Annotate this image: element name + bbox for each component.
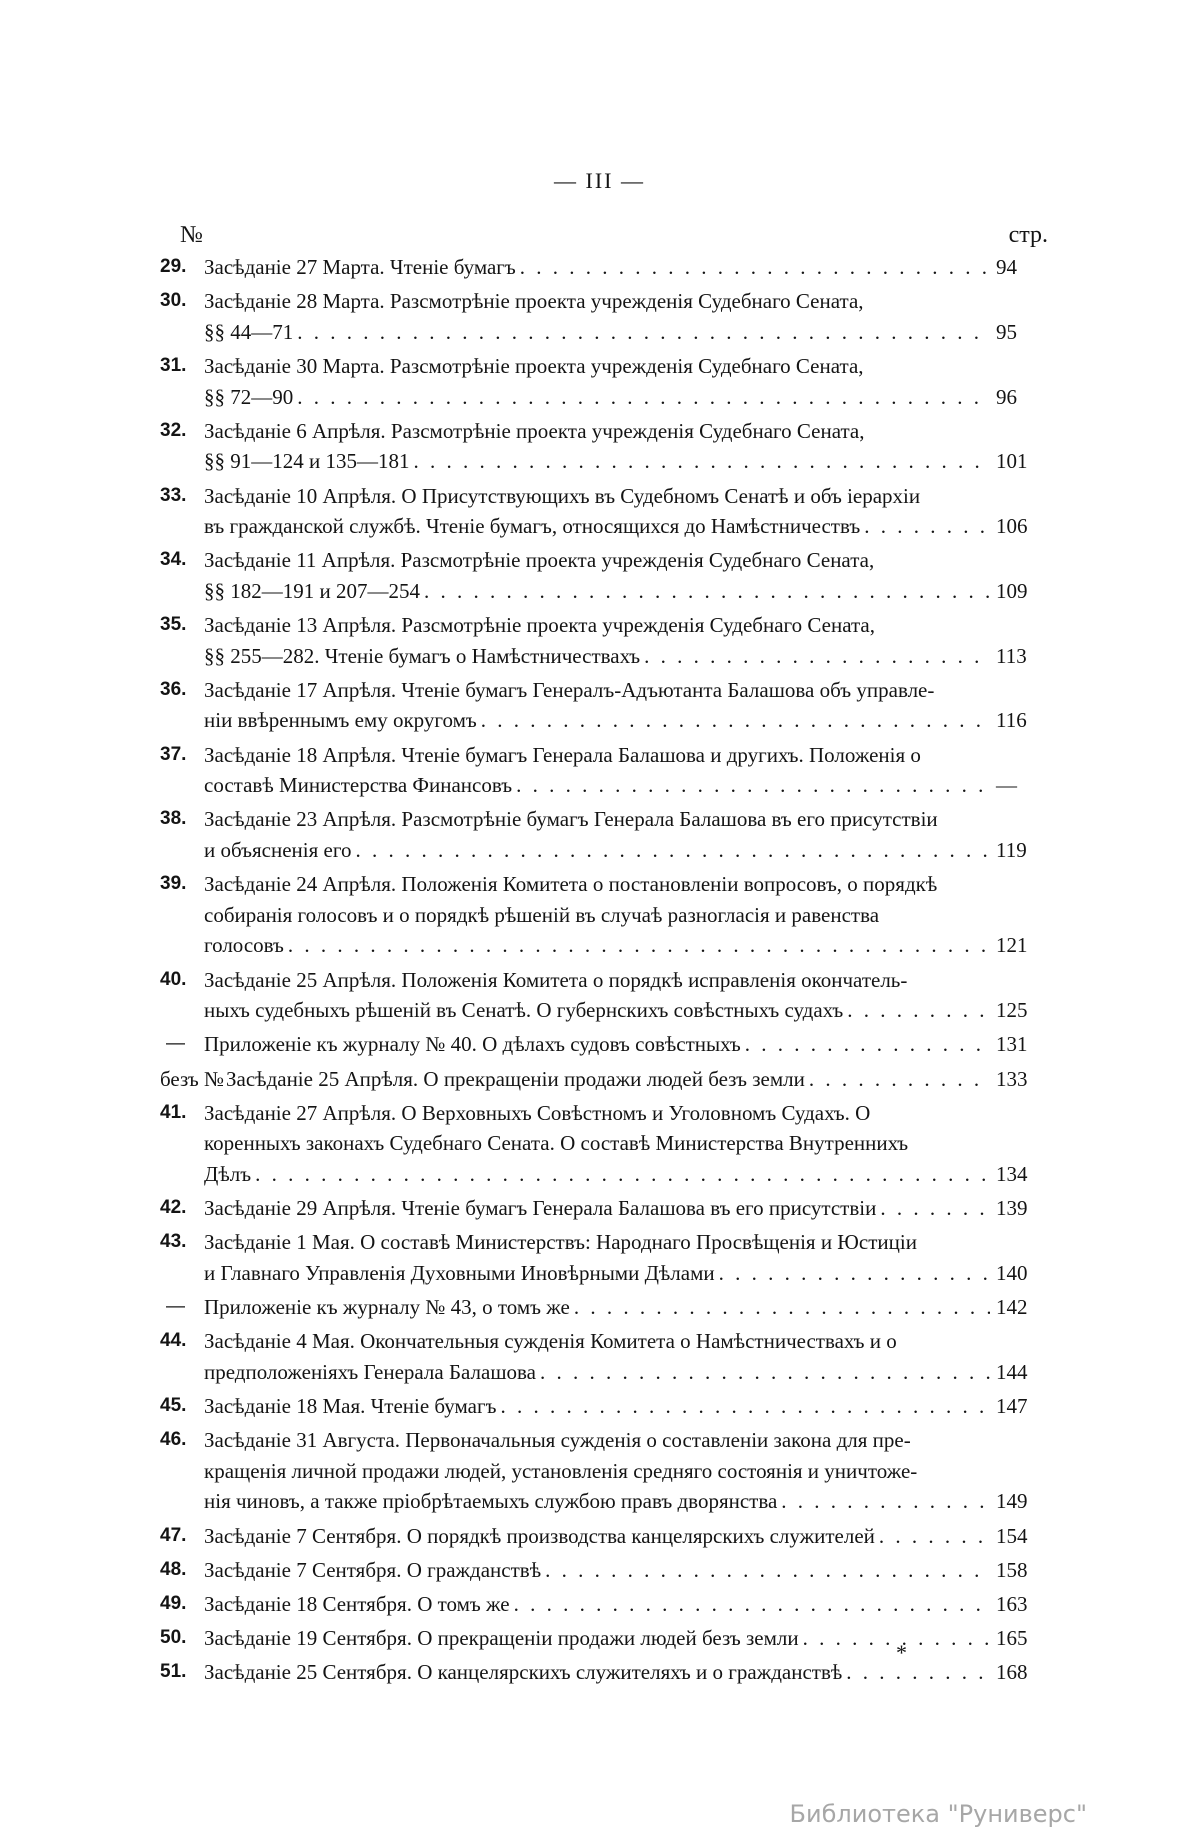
entry-number: 42. bbox=[160, 1197, 187, 1219]
entry-last-line bbox=[204, 835, 990, 866]
entry-text-line: Засѣданіе 29 Апрѣля. Чтеніе бумагъ Генерала Балашова въ его присутствіи bbox=[204, 1196, 877, 1221]
dot-leader bbox=[640, 641, 990, 672]
dot-leader bbox=[805, 1064, 990, 1095]
toc-entry bbox=[160, 286, 1048, 347]
entry-number: 36. bbox=[160, 678, 187, 700]
entry-text-line: Засѣданіе 31 Августа. Первоначальныя сужденія о составленіи закона для пре- bbox=[204, 1428, 911, 1453]
entry-last-line bbox=[204, 641, 990, 672]
dot-leader bbox=[410, 446, 991, 477]
entry-number: 47. bbox=[160, 1524, 187, 1546]
entry-text-line: Засѣданіе 24 Апрѣля. Положенія Комитета о постановленіи вопросовъ, о порядкѣ bbox=[204, 872, 938, 897]
entry-number: 33. bbox=[160, 484, 187, 506]
entry-last-line bbox=[226, 1064, 990, 1095]
dot-leader bbox=[842, 1657, 990, 1688]
entry-last-line bbox=[204, 995, 990, 1026]
entry-text-line: голосовъ bbox=[204, 933, 284, 958]
entry-number: 45. bbox=[160, 1395, 187, 1417]
entry-text-line: Засѣданіе 7 Сентября. О гражданствѣ bbox=[204, 1557, 542, 1582]
entry-text-line: Засѣданіе 27 Апрѣля. О Верховныхъ Совѣстномъ и Уголовномъ Судахъ. О bbox=[204, 1100, 871, 1125]
entry-page-number: 168 bbox=[996, 1660, 1028, 1685]
entry-text-line: Засѣданіе 10 Апрѣля. О Присутствующихъ въ Судебномъ Сенатѣ и объ іерархіи bbox=[204, 483, 921, 508]
entry-text-line: Приложеніе къ журналу № 43, о томъ же bbox=[204, 1295, 570, 1320]
entry-last-line bbox=[204, 446, 990, 477]
entry-page-number: 133 bbox=[996, 1066, 1028, 1091]
dot-leader bbox=[516, 252, 990, 283]
entry-last-line bbox=[204, 1193, 990, 1224]
dot-leader bbox=[351, 835, 990, 866]
toc-entry bbox=[160, 1555, 1048, 1586]
entry-last-line bbox=[204, 382, 990, 413]
entry-number: 44. bbox=[160, 1330, 187, 1352]
entry-text-line: предположеніяхъ Генерала Балашова bbox=[204, 1359, 536, 1384]
entry-last-line bbox=[204, 1521, 990, 1552]
entry-text-line: Засѣданіе 18 Апрѣля. Чтеніе бумагъ Генерала Балашова и другихъ. Положенія о bbox=[204, 742, 921, 767]
entry-text-line: §§ 255—282. Чтеніе бумагъ о Намѣстничествахъ bbox=[204, 643, 641, 668]
entry-text-line: Засѣданіе 19 Сентября. О прекращеніи продажи людей безъ земли bbox=[204, 1626, 799, 1651]
dot-leader bbox=[477, 705, 990, 736]
entry-text-line: кращенія личной продажи людей, установленія средняго состоянія и уничтоже- bbox=[204, 1458, 918, 1483]
entry-text-line: §§ 44—71 bbox=[204, 319, 294, 344]
dot-leader bbox=[875, 1521, 990, 1552]
entry-text-line: Засѣданіе 7 Сентября. О порядкѣ производства канцелярскихъ служителей bbox=[204, 1523, 875, 1548]
table-of-contents bbox=[160, 252, 1048, 1692]
dot-leader bbox=[876, 1193, 990, 1224]
dot-leader bbox=[536, 1357, 990, 1388]
entry-page-number: 144 bbox=[996, 1359, 1028, 1384]
entry-text-line: §§ 91—124 и 135—181 bbox=[204, 449, 410, 474]
entry-text-line: въ гражданской службѣ. Чтеніе бумагъ, относящихся до Намѣстничествъ bbox=[204, 514, 861, 539]
toc-entry bbox=[160, 1098, 1048, 1190]
number-column-header: № bbox=[180, 222, 203, 248]
entry-number: 41. bbox=[160, 1101, 187, 1123]
entry-text-line: ныхъ судебныхъ рѣшеній въ Сенатѣ. О губернскихъ совѣстныхъ судахъ bbox=[204, 998, 844, 1023]
entry-page-number: 121 bbox=[996, 933, 1028, 958]
entry-number: 37. bbox=[160, 743, 187, 765]
dot-leader bbox=[715, 1258, 990, 1289]
toc-entry bbox=[160, 1029, 1048, 1060]
entry-page-number: 142 bbox=[996, 1295, 1028, 1320]
entry-page-number: 106 bbox=[996, 514, 1028, 539]
entry-text-line: коренныхъ законахъ Судебнаго Сената. О составѣ Министерства Внутреннихъ bbox=[204, 1131, 909, 1156]
entry-text-line: Засѣданіе 11 Апрѣля. Разсмотрѣніе проекта учрежденія Судебнаго Сената, bbox=[204, 548, 875, 573]
entry-last-line bbox=[204, 1589, 990, 1620]
toc-entry bbox=[160, 252, 1048, 283]
entry-number: 32. bbox=[160, 419, 187, 441]
entry-number: 39. bbox=[160, 873, 187, 895]
dot-leader bbox=[570, 1292, 990, 1323]
entry-text-line: собиранія голосовъ и о порядкѣ рѣшеній въ случаѣ разногласія и равенства bbox=[204, 902, 880, 927]
entry-page-number: 134 bbox=[996, 1161, 1028, 1186]
entry-page-number: 113 bbox=[996, 643, 1027, 668]
entry-text-line: Засѣданіе 27 Марта. Чтеніе бумагъ bbox=[204, 255, 516, 279]
dot-leader bbox=[843, 995, 990, 1026]
dot-leader bbox=[510, 1589, 990, 1620]
toc-entry bbox=[160, 481, 1048, 542]
entry-last-line bbox=[204, 1159, 990, 1190]
entry-last-line bbox=[204, 705, 990, 736]
dot-leader bbox=[541, 1555, 990, 1586]
entry-last-line bbox=[204, 576, 990, 607]
toc-entry bbox=[160, 965, 1048, 1026]
entry-text-line: Засѣданіе 18 Мая. Чтеніе бумагъ bbox=[204, 1394, 497, 1419]
entry-page-number: 95 bbox=[996, 319, 1017, 344]
toc-entry bbox=[160, 740, 1048, 801]
toc-entry bbox=[160, 1623, 1048, 1654]
entry-page-number: 116 bbox=[996, 708, 1027, 733]
library-watermark: Библиотека "Руниверс" bbox=[789, 1800, 1087, 1828]
entry-number: 49. bbox=[160, 1593, 187, 1614]
entry-page-number: — bbox=[996, 773, 1017, 798]
entry-last-line bbox=[204, 1623, 990, 1654]
entry-text-line: составѣ Министерства Финансовъ bbox=[204, 773, 513, 798]
dot-leader bbox=[860, 511, 990, 542]
entry-last-line bbox=[204, 1657, 990, 1688]
toc-entry bbox=[160, 1521, 1048, 1552]
entry-page-number: 131 bbox=[996, 1032, 1028, 1057]
entry-text-line: нія чиновъ, а также пріобрѣтаемыхъ службою правъ дворянства bbox=[204, 1489, 778, 1514]
dot-leader bbox=[512, 770, 990, 801]
toc-entry bbox=[160, 804, 1048, 865]
entry-number: — bbox=[166, 1033, 185, 1055]
entry-text-line: Засѣданіе 6 Апрѣля. Разсмотрѣніе проекта учрежденія Судебнаго Сената, bbox=[204, 418, 865, 443]
entry-last-line bbox=[204, 1029, 990, 1060]
entry-text-line: Засѣданіе 25 Апрѣля. О прекращеніи продажи людей безъ земли bbox=[226, 1066, 805, 1091]
entry-text-line: ніи ввѣреннымъ ему округомъ bbox=[204, 708, 477, 733]
toc-entry bbox=[160, 1657, 1048, 1688]
entry-number: безъ № bbox=[160, 1066, 225, 1091]
entry-page-number: 94 bbox=[996, 255, 1017, 279]
dot-leader bbox=[496, 1391, 990, 1422]
dot-leader bbox=[284, 930, 990, 961]
entry-page-number: 163 bbox=[996, 1592, 1028, 1616]
entry-number: 43. bbox=[160, 1231, 187, 1253]
dot-leader bbox=[293, 382, 990, 413]
toc-entry bbox=[160, 1064, 1048, 1095]
entry-number: 40. bbox=[160, 968, 187, 990]
entry-number: 51. bbox=[160, 1661, 187, 1683]
page-column-header: стр. bbox=[1008, 222, 1048, 248]
entry-number: — bbox=[166, 1296, 185, 1318]
entry-number: 34. bbox=[160, 549, 187, 571]
entry-page-number: 96 bbox=[996, 384, 1017, 409]
entry-number: 38. bbox=[160, 808, 187, 830]
footnote-asterisk: * bbox=[896, 1640, 907, 1665]
toc-entry bbox=[160, 1193, 1048, 1224]
entry-page-number: 140 bbox=[996, 1260, 1028, 1285]
entry-text-line: Засѣданіе 23 Апрѣля. Разсмотрѣніе бумагъ Генерала Балашова въ его присутствіи bbox=[204, 807, 938, 832]
dot-leader bbox=[741, 1029, 990, 1060]
entry-last-line bbox=[204, 1292, 990, 1323]
entry-number: 46. bbox=[160, 1429, 187, 1451]
entry-last-line bbox=[204, 1258, 990, 1289]
entry-text-line: Засѣданіе 25 Сентября. О канцелярскихъ служителяхъ и о гражданствѣ bbox=[204, 1660, 843, 1685]
entry-page-number: 158 bbox=[996, 1557, 1028, 1582]
entry-page-number: 109 bbox=[996, 578, 1028, 603]
entry-last-line bbox=[204, 930, 990, 961]
entry-text-line: Приложеніе къ журналу № 40. О дѣлахъ судовъ совѣстныхъ bbox=[204, 1032, 741, 1057]
entry-text-line: Засѣданіе 30 Марта. Разсмотрѣніе проекта учрежденія Судебнаго Сената, bbox=[204, 353, 864, 378]
entry-page-number: 147 bbox=[996, 1394, 1028, 1419]
entry-number: 35. bbox=[160, 614, 187, 636]
entry-text-line: Дѣлъ bbox=[204, 1161, 252, 1186]
toc-entry bbox=[160, 545, 1048, 606]
entry-last-line bbox=[204, 1391, 990, 1422]
entry-page-number: 101 bbox=[996, 449, 1028, 474]
entry-text-line: и Главнаго Управленія Духовными Иновѣрными Дѣлами bbox=[204, 1260, 715, 1285]
toc-entry bbox=[160, 675, 1048, 736]
entry-text-line: Засѣданіе 17 Апрѣля. Чтеніе бумагъ Генералъ-Адъютанта Балашова объ управле- bbox=[204, 677, 935, 702]
entry-last-line bbox=[204, 252, 990, 283]
entry-text-line: Засѣданіе 28 Марта. Разсмотрѣніе проекта учрежденія Судебнаго Сената, bbox=[204, 289, 864, 314]
dot-leader bbox=[251, 1159, 990, 1190]
toc-entry bbox=[160, 610, 1048, 671]
entry-last-line bbox=[204, 511, 990, 542]
entry-text-line: Засѣданіе 1 Мая. О составѣ Министерствъ: Народнаго Просвѣщенія и Юстиціи bbox=[204, 1230, 917, 1255]
page-number: — III — bbox=[554, 168, 645, 193]
entry-page-number: 139 bbox=[996, 1196, 1028, 1221]
entry-page-number: 119 bbox=[996, 838, 1027, 863]
toc-entry bbox=[160, 869, 1048, 961]
toc-entry bbox=[160, 1425, 1048, 1517]
entry-last-line bbox=[204, 1486, 990, 1517]
entry-text-line: Засѣданіе 25 Апрѣля. Положенія Комитета о порядкѣ исправленія окончатель- bbox=[204, 967, 908, 992]
toc-entry bbox=[160, 1589, 1048, 1620]
entry-last-line bbox=[204, 317, 990, 348]
dot-leader bbox=[777, 1486, 990, 1517]
entry-text-line: §§ 72—90 bbox=[204, 384, 294, 409]
toc-entry bbox=[160, 1326, 1048, 1387]
toc-entry bbox=[160, 1391, 1048, 1422]
dot-leader bbox=[293, 317, 990, 348]
toc-entry bbox=[160, 351, 1048, 412]
toc-entry bbox=[160, 416, 1048, 477]
column-headers bbox=[180, 222, 1048, 252]
entry-text-line: §§ 182—191 и 207—254 bbox=[204, 578, 420, 603]
entry-page-number: 165 bbox=[996, 1626, 1028, 1651]
entry-number: 50. bbox=[160, 1627, 187, 1649]
entry-page-number: 154 bbox=[996, 1523, 1028, 1548]
entry-page-number: 125 bbox=[996, 998, 1028, 1023]
entry-number: 29. bbox=[160, 256, 187, 277]
entry-number: 30. bbox=[160, 290, 187, 312]
dot-leader bbox=[420, 576, 990, 607]
entry-last-line bbox=[204, 1555, 990, 1586]
entry-page-number: 149 bbox=[996, 1489, 1028, 1514]
toc-entry bbox=[160, 1292, 1048, 1323]
entry-text-line: Засѣданіе 13 Апрѣля. Разсмотрѣніе проекта учрежденія Судебнаго Сената, bbox=[204, 613, 875, 638]
dot-leader bbox=[799, 1623, 990, 1654]
entry-text-line: Засѣданіе 4 Мая. Окончательныя сужденія Комитета о Намѣстничествахъ и о bbox=[204, 1329, 897, 1354]
entry-last-line bbox=[204, 770, 990, 801]
toc-entry bbox=[160, 1227, 1048, 1288]
entry-text-line: Засѣданіе 18 Сентября. О томъ же bbox=[204, 1592, 510, 1616]
entry-number: 48. bbox=[160, 1558, 187, 1580]
entry-last-line bbox=[204, 1357, 990, 1388]
entry-text-line: и объясненія его bbox=[204, 838, 352, 863]
entry-number: 31. bbox=[160, 354, 187, 376]
